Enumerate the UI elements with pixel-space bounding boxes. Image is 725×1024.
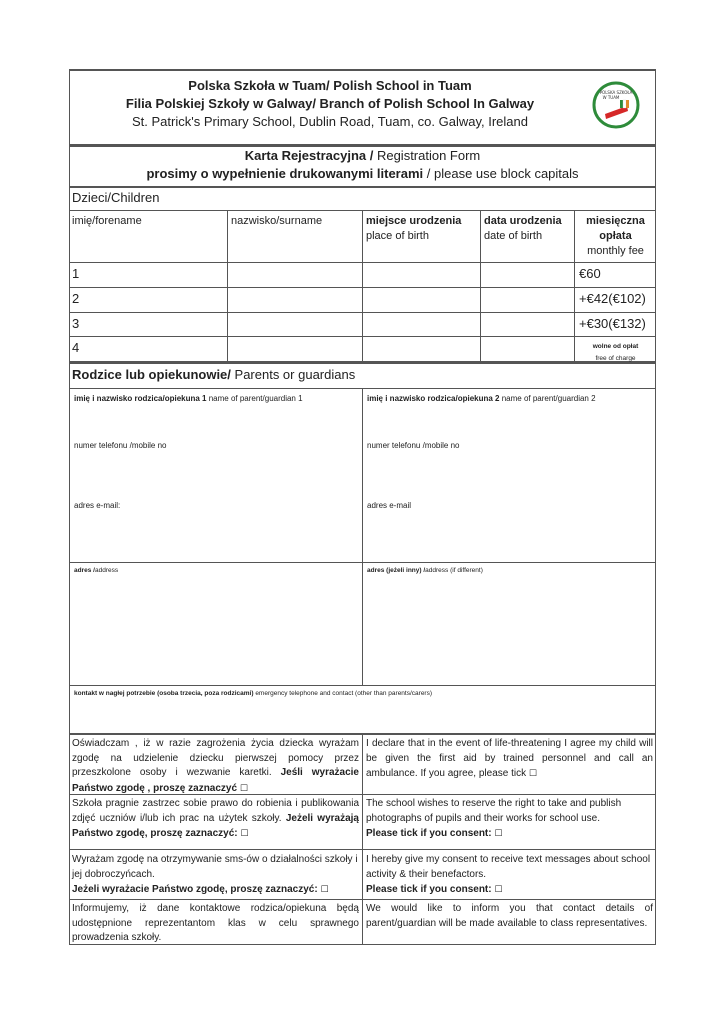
consent-first-aid-en-checkbox[interactable]: ☐ [528,768,537,778]
consent-first-aid-pl-bold: Jeśli wyrażacie Państwo zgodę , proszę zaznaczyć [72,767,359,794]
form-title [69,148,656,163]
consent-first-aid-pl-text: Oświadczam , iż w razie zagrożenia życia dziecka wyrażam zgodę na udzielenie dziecku pierwszej pomocy przez przeszkolone osoby i wezwanie karetki. [72,738,359,778]
parents-section-label-pl: Rodzice lub opiekunowie/ [72,367,231,382]
child-row-3-num: 3 [72,316,80,331]
child-row-1-fee: €60 [579,266,601,281]
child-row-2-fee: +€42(€102) [579,291,646,306]
info-contact-details-pl: Informujemy, iż dane kontaktowe rodzica/opiekuna będą udostępnione reprezentantom klas w celu sprawnego prowadzenia szkoły. [72,903,359,943]
school-logo [591,80,641,130]
col-date-of-birth-en: date of birth [484,230,543,242]
consent-sms-pl-text: Wyrażam zgodę na otrzymywanie sms-ów o działalności szkoły i jej dobroczyńcach. [72,854,358,880]
parent1-mobile-label: numer telefonu /mobile no [74,441,167,450]
parent2-address-label [367,567,483,574]
parent1-name-label-pl: imię i nazwisko rodzica/opiekuna 1 [74,394,207,403]
parent2-name-label-en: name of parent/guardian 2 [499,394,596,403]
col-date-of-birth [484,214,562,244]
address-line: St. Patrick's Primary School, Dublin Road, Tuam, co. Galway, Ireland [131,114,528,129]
col-place-of-birth-en: place of birth [366,230,429,242]
parent2-address-label-en: address (if different) [425,567,483,574]
consent-photos-en-bold: Please tick if you consent: [366,828,492,839]
consent-photos-pl-checkbox[interactable]: ☐ [240,828,249,838]
child-row-4-num: 4 [72,340,80,355]
parent2-address-label-pl: adres (jeżeli inny) / [367,567,426,574]
consent-photos-pl-text: Szkoła pragnie zastrzec sobie prawo do robienia i publikowania zdjęć uczniów i/lub ich prac na użytek szkoły. [72,798,359,824]
consent-sms-pl [72,853,359,898]
consent-photos-pl-bold: Jeżeli wyrażają Państwo zgodę, proszę zaznaczyć: [72,812,359,839]
col-monthly-fee-pl: miesięczna opłata [586,215,645,242]
emergency-contact-label [74,690,432,697]
col-forename: imię/forename [72,215,142,227]
parent2-name-label [367,394,596,403]
parent1-address-label-pl: adres / [74,567,95,574]
parents-section-label [72,367,355,382]
parent1-address-label [74,567,118,574]
consent-photos-pl [72,797,359,842]
child-row-4-fee [575,339,656,363]
child-row-4-fee-en: free of charge [595,355,636,362]
child-row-3-fee: +€30(€132) [579,316,646,331]
col-place-of-birth-pl: miejsce urodzenia [366,215,462,227]
parents-section-label-en: Parents or guardians [230,367,356,382]
consent-sms-en-bold: Please tick if you consent: [366,884,492,895]
consent-sms-en-text: I hereby give my consent to receive text messages about school activity & their benefactors. [366,854,651,880]
logo-text-mid: W TUAM [602,95,620,100]
parent1-name-label-en: name of parent/guardian 1 [206,394,303,403]
col-monthly-fee [575,214,656,259]
school-name-line: Polska Szkoła w Tuam/ Polish School in Tuam [188,78,472,93]
consent-sms-pl-checkbox[interactable]: ☐ [320,884,329,894]
parent1-email-label: adres e-mail: [74,501,121,510]
parent2-mobile-label: numer telefonu /mobile no [367,441,460,450]
child-row-2-num: 2 [72,291,80,306]
form-subtitle-pl: prosimy o wypełnienie drukowanymi literami [146,166,424,181]
consent-photos-en-text: The school wishes to reserve the right to take and publish photographs of pupils and their works for school use. [366,798,622,824]
consent-first-aid-en-text: I declare that in the event of life-threatening I agree my child will be given the first aid by trained personnel and call an ambulance. If you agree, please tick [366,738,653,779]
consent-first-aid-pl [72,737,359,796]
col-place-of-birth [366,214,461,244]
consent-sms-en [366,853,653,898]
consent-first-aid-en [366,737,653,782]
consent-sms-pl-bold: Jeżeli wyrażacie Państwo zgodę, proszę zaznaczyć: [72,884,318,895]
parent2-name-label-pl: imię i nazwisko rodzica/opiekuna 2 [367,394,500,403]
consent-first-aid-pl-checkbox[interactable]: ☐ [239,782,248,793]
form-title-en: Registration Form [373,148,481,163]
emergency-contact-label-pl: kontakt w nagłej potrzebie (osoba trzecia, poza rodzicami) [74,690,254,697]
consent-photos-en [366,797,653,842]
logo-text-top: POLSKA SZKOŁA [599,90,633,95]
col-monthly-fee-en: monthly fee [587,245,644,257]
col-date-of-birth-pl: data urodzenia [484,215,562,227]
child-row-1-num: 1 [72,266,80,281]
form-subtitle-en: / please use block capitals [423,166,579,181]
col-surname: nazwisko/surname [231,215,323,227]
parent1-name-label [74,394,303,403]
parent2-email-label: adres e-mail [367,501,412,510]
child-row-4-fee-pl: wolne od opłat [592,343,639,350]
form-title-pl: Karta Rejestracyjna / [244,148,374,163]
parent1-address-label-en: address [94,567,119,574]
info-contact-details-en: We would like to inform you that contact details of parent/guardian will be made available to class representatives. [366,903,653,929]
form-subtitle [69,166,656,181]
emergency-contact-label-en: emergency telephone and contact (other than parents/carers) [253,690,433,697]
children-section-label: Dzieci/Children [72,190,160,205]
branch-name-line: Filia Polskiej Szkoły w Galway/ Branch of Polish School In Galway [125,96,535,111]
consent-photos-en-checkbox[interactable]: ☐ [494,828,503,838]
consent-sms-en-checkbox[interactable]: ☐ [494,884,503,894]
